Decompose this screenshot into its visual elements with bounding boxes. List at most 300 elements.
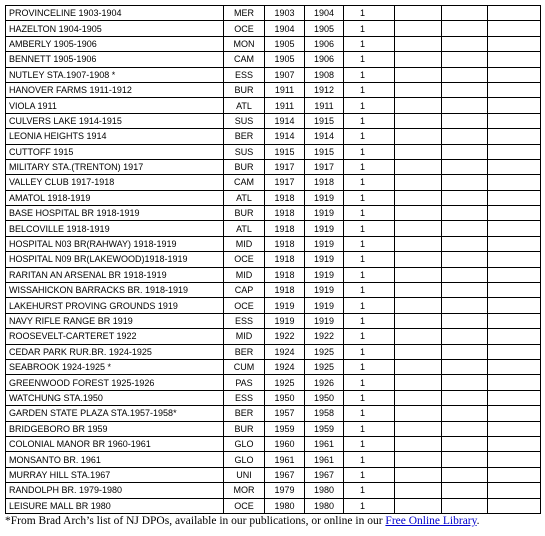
end-year-cell: 1915 [305,144,344,159]
empty-cell [395,236,442,251]
table-row [6,467,541,482]
start-year-cell: 1904 [265,21,305,36]
empty-cell [442,406,488,421]
end-year-cell: 1912 [305,82,344,97]
empty-cell [488,375,541,390]
county-cell: CUM [224,359,265,374]
office-name-cell: HOSPITAL N09 BR(LAKEWOOD)1918-1919 [6,252,224,267]
office-name-cell: MURRAY HILL STA.1967 [6,467,224,482]
office-name-cell: HOSPITAL N03 BR(RAHWAY) 1918-1919 [6,236,224,251]
count-cell: 1 [344,175,395,190]
count-cell: 1 [344,483,395,498]
office-name-cell: AMATOL 1918-1919 [6,190,224,205]
office-name-cell: MILITARY STA.(TRENTON) 1917 [6,159,224,174]
empty-cell [442,298,488,313]
empty-cell [395,175,442,190]
start-year-cell: 1917 [265,175,305,190]
empty-cell [395,313,442,328]
count-cell: 1 [344,206,395,221]
end-year-cell: 1922 [305,329,344,344]
empty-cell [442,498,488,513]
empty-cell [442,344,488,359]
empty-cell [395,483,442,498]
table-row [6,344,541,359]
count-cell: 1 [344,82,395,97]
empty-cell [442,359,488,374]
dpo-table [5,5,541,514]
county-cell: ATL [224,98,265,113]
office-name-cell: GARDEN STATE PLAZA STA.1957-1958* [6,406,224,421]
office-name-cell: PROVINCELINE 1903-1904 [6,6,224,21]
office-name-cell: MONSANTO BR. 1961 [6,452,224,467]
empty-cell [488,175,541,190]
empty-cell [395,436,442,451]
empty-cell [442,175,488,190]
empty-cell [442,82,488,97]
empty-cell [395,406,442,421]
empty-cell [395,144,442,159]
table-row [6,483,541,498]
county-cell: OCE [224,252,265,267]
count-cell: 1 [344,129,395,144]
empty-cell [395,6,442,21]
start-year-cell: 1924 [265,344,305,359]
empty-cell [442,52,488,67]
empty-cell [488,113,541,128]
count-cell: 1 [344,144,395,159]
end-year-cell: 1925 [305,344,344,359]
count-cell: 1 [344,329,395,344]
empty-cell [395,52,442,67]
start-year-cell: 1918 [265,283,305,298]
empty-cell [395,159,442,174]
start-year-cell: 1967 [265,467,305,482]
empty-cell [488,206,541,221]
empty-cell [442,6,488,21]
count-cell: 1 [344,252,395,267]
table-row [6,236,541,251]
end-year-cell: 1959 [305,421,344,436]
county-cell: CAM [224,175,265,190]
table-row [6,52,541,67]
county-cell: ESS [224,67,265,82]
start-year-cell: 1961 [265,452,305,467]
office-name-cell: CUTTOFF 1915 [6,144,224,159]
table-row [6,190,541,205]
end-year-cell: 1950 [305,390,344,405]
start-year-cell: 1919 [265,313,305,328]
empty-cell [395,452,442,467]
county-cell: SUS [224,144,265,159]
empty-cell [442,221,488,236]
table-row [6,406,541,421]
end-year-cell: 1925 [305,359,344,374]
count-cell: 1 [344,344,395,359]
start-year-cell: 1979 [265,483,305,498]
end-year-cell: 1926 [305,375,344,390]
count-cell: 1 [344,390,395,405]
empty-cell [395,498,442,513]
county-cell: CAM [224,52,265,67]
office-name-cell: NAVY RIFLE RANGE BR 1919 [6,313,224,328]
empty-cell [395,329,442,344]
empty-cell [395,113,442,128]
table-row [6,6,541,21]
table-row [6,252,541,267]
empty-cell [488,236,541,251]
end-year-cell: 1980 [305,498,344,513]
end-year-cell: 1917 [305,159,344,174]
office-name-cell: HANOVER FARMS 1911-1912 [6,82,224,97]
empty-cell [488,467,541,482]
empty-cell [488,406,541,421]
office-name-cell: LEONIA HEIGHTS 1914 [6,129,224,144]
county-cell: PAS [224,375,265,390]
empty-cell [488,313,541,328]
empty-cell [395,21,442,36]
start-year-cell: 1918 [265,236,305,251]
empty-cell [488,298,541,313]
county-cell: MID [224,267,265,282]
county-cell: MID [224,329,265,344]
count-cell: 1 [344,406,395,421]
county-cell: BER [224,406,265,421]
empty-cell [488,67,541,82]
office-name-cell: ROOSEVELT-CARTERET 1922 [6,329,224,344]
county-cell: BUR [224,159,265,174]
office-name-cell: HAZELTON 1904-1905 [6,21,224,36]
office-name-cell: LAKEHURST PROVING GROUNDS 1919 [6,298,224,313]
county-cell: ESS [224,390,265,405]
empty-cell [488,344,541,359]
start-year-cell: 1980 [265,498,305,513]
empty-cell [442,329,488,344]
footnote-trailing: . [476,515,480,527]
office-name-cell: BASE HOSPITAL BR 1918-1919 [6,206,224,221]
end-year-cell: 1906 [305,52,344,67]
empty-cell [442,113,488,128]
office-name-cell: RARITAN AN ARSENAL BR 1918-1919 [6,267,224,282]
empty-cell [488,21,541,36]
empty-cell [395,298,442,313]
count-cell: 1 [344,267,395,282]
empty-cell [488,144,541,159]
table-row [6,313,541,328]
table-row [6,206,541,221]
start-year-cell: 1911 [265,82,305,97]
empty-cell [488,498,541,513]
table-row [6,82,541,97]
empty-cell [488,129,541,144]
county-cell: GLO [224,436,265,451]
table-row [6,375,541,390]
empty-cell [488,359,541,374]
office-name-cell: WATCHUNG STA.1950 [6,390,224,405]
start-year-cell: 1911 [265,98,305,113]
empty-cell [488,221,541,236]
county-cell: UNI [224,467,265,482]
empty-cell [488,421,541,436]
table-row [6,329,541,344]
start-year-cell: 1959 [265,421,305,436]
end-year-cell: 1914 [305,129,344,144]
empty-cell [488,329,541,344]
office-name-cell: RANDOLPH BR. 1979-1980 [6,483,224,498]
table-row [6,221,541,236]
count-cell: 1 [344,52,395,67]
start-year-cell: 1918 [265,252,305,267]
free-online-library-link[interactable]: Free Online Library [385,515,477,527]
office-name-cell: VALLEY CLUB 1917-1918 [6,175,224,190]
office-name-cell: CULVERS LAKE 1914-1915 [6,113,224,128]
end-year-cell: 1967 [305,467,344,482]
end-year-cell: 1919 [305,283,344,298]
empty-cell [488,52,541,67]
end-year-cell: 1919 [305,252,344,267]
county-cell: MER [224,6,265,21]
county-cell: MID [224,236,265,251]
count-cell: 1 [344,67,395,82]
empty-cell [442,267,488,282]
empty-cell [395,344,442,359]
office-name-cell: CEDAR PARK RUR.BR. 1924-1925 [6,344,224,359]
start-year-cell: 1919 [265,298,305,313]
table-row [6,267,541,282]
table-row [6,436,541,451]
office-name-cell: BENNETT 1905-1906 [6,52,224,67]
office-name-cell: BRIDGEBORO BR 1959 [6,421,224,436]
county-cell: OCE [224,298,265,313]
empty-cell [442,252,488,267]
empty-cell [442,283,488,298]
count-cell: 1 [344,467,395,482]
start-year-cell: 1915 [265,144,305,159]
count-cell: 1 [344,113,395,128]
empty-cell [488,452,541,467]
office-name-cell: LEISURE MALL BR 1980 [6,498,224,513]
footnote [5,515,480,527]
empty-cell [442,129,488,144]
empty-cell [488,267,541,282]
empty-cell [442,483,488,498]
office-name-cell: SEABROOK 1924-1925 * [6,359,224,374]
county-cell: OCE [224,498,265,513]
start-year-cell: 1905 [265,36,305,51]
count-cell: 1 [344,190,395,205]
empty-cell [442,190,488,205]
table-row [6,175,541,190]
table-row [6,113,541,128]
empty-cell [442,144,488,159]
empty-cell [442,98,488,113]
county-cell: OCE [224,21,265,36]
table-row [6,98,541,113]
county-cell: BUR [224,206,265,221]
empty-cell [488,159,541,174]
table-row [6,359,541,374]
end-year-cell: 1915 [305,113,344,128]
table-row [6,159,541,174]
count-cell: 1 [344,21,395,36]
county-cell: GLO [224,452,265,467]
empty-cell [442,67,488,82]
start-year-cell: 1924 [265,359,305,374]
count-cell: 1 [344,421,395,436]
start-year-cell: 1957 [265,406,305,421]
county-cell: ATL [224,221,265,236]
start-year-cell: 1918 [265,267,305,282]
empty-cell [442,21,488,36]
office-name-cell: GREENWOOD FOREST 1925-1926 [6,375,224,390]
start-year-cell: 1918 [265,221,305,236]
office-name-cell: NUTLEY STA.1907-1908 * [6,67,224,82]
end-year-cell: 1919 [305,221,344,236]
count-cell: 1 [344,159,395,174]
empty-cell [442,313,488,328]
empty-cell [442,236,488,251]
end-year-cell: 1961 [305,452,344,467]
table-row [6,421,541,436]
county-cell: ATL [224,190,265,205]
empty-cell [442,36,488,51]
empty-cell [488,98,541,113]
end-year-cell: 1919 [305,298,344,313]
empty-cell [395,283,442,298]
table-row [6,67,541,82]
empty-cell [442,206,488,221]
empty-cell [395,359,442,374]
county-cell: CAP [224,283,265,298]
start-year-cell: 1917 [265,159,305,174]
end-year-cell: 1904 [305,6,344,21]
empty-cell [442,421,488,436]
start-year-cell: 1905 [265,52,305,67]
end-year-cell: 1919 [305,206,344,221]
start-year-cell: 1950 [265,390,305,405]
end-year-cell: 1905 [305,21,344,36]
empty-cell [395,82,442,97]
empty-cell [395,467,442,482]
end-year-cell: 1906 [305,36,344,51]
end-year-cell: 1980 [305,483,344,498]
end-year-cell: 1908 [305,67,344,82]
count-cell: 1 [344,313,395,328]
county-cell: BER [224,344,265,359]
empty-cell [395,375,442,390]
empty-cell [395,67,442,82]
end-year-cell: 1919 [305,267,344,282]
empty-cell [395,390,442,405]
empty-cell [488,6,541,21]
table-row [6,36,541,51]
count-cell: 1 [344,221,395,236]
dpo-table-container [5,5,541,514]
county-cell: BUR [224,82,265,97]
empty-cell [488,283,541,298]
count-cell: 1 [344,283,395,298]
table-row [6,21,541,36]
office-name-cell: VIOLA 1911 [6,98,224,113]
count-cell: 1 [344,452,395,467]
count-cell: 1 [344,498,395,513]
start-year-cell: 1960 [265,436,305,451]
end-year-cell: 1919 [305,236,344,251]
start-year-cell: 1903 [265,6,305,21]
dpo-table-body [6,6,541,514]
count-cell: 1 [344,236,395,251]
county-cell: ESS [224,313,265,328]
empty-cell [395,36,442,51]
table-row [6,129,541,144]
empty-cell [488,190,541,205]
start-year-cell: 1907 [265,67,305,82]
empty-cell [488,36,541,51]
start-year-cell: 1922 [265,329,305,344]
end-year-cell: 1919 [305,190,344,205]
count-cell: 1 [344,98,395,113]
county-cell: BER [224,129,265,144]
empty-cell [395,206,442,221]
end-year-cell: 1961 [305,436,344,451]
table-row [6,144,541,159]
count-cell: 1 [344,298,395,313]
table-row [6,298,541,313]
end-year-cell: 1919 [305,313,344,328]
empty-cell [488,390,541,405]
county-cell: MOR [224,483,265,498]
empty-cell [395,98,442,113]
count-cell: 1 [344,375,395,390]
empty-cell [395,421,442,436]
empty-cell [488,436,541,451]
office-name-cell: COLONIAL MANOR BR 1960-1961 [6,436,224,451]
empty-cell [442,436,488,451]
start-year-cell: 1925 [265,375,305,390]
footnote-text: *From Brad Arch’s list of NJ DPOs, available in our publications, or online in our [5,515,386,527]
office-name-cell: BELCOVILLE 1918-1919 [6,221,224,236]
office-name-cell: WISSAHICKON BARRACKS BR. 1918-1919 [6,283,224,298]
empty-cell [488,483,541,498]
empty-cell [395,129,442,144]
empty-cell [395,221,442,236]
empty-cell [442,452,488,467]
county-cell: BUR [224,421,265,436]
empty-cell [395,267,442,282]
empty-cell [488,252,541,267]
start-year-cell: 1914 [265,113,305,128]
empty-cell [442,390,488,405]
start-year-cell: 1914 [265,129,305,144]
empty-cell [442,467,488,482]
office-name-cell: AMBERLY 1905-1906 [6,36,224,51]
count-cell: 1 [344,359,395,374]
start-year-cell: 1918 [265,206,305,221]
end-year-cell: 1918 [305,175,344,190]
empty-cell [442,375,488,390]
start-year-cell: 1918 [265,190,305,205]
empty-cell [395,190,442,205]
count-cell: 1 [344,6,395,21]
table-row [6,452,541,467]
county-cell: MON [224,36,265,51]
table-row [6,498,541,513]
empty-cell [442,159,488,174]
table-row [6,283,541,298]
table-row [6,390,541,405]
count-cell: 1 [344,436,395,451]
county-cell: SUS [224,113,265,128]
count-cell: 1 [344,36,395,51]
